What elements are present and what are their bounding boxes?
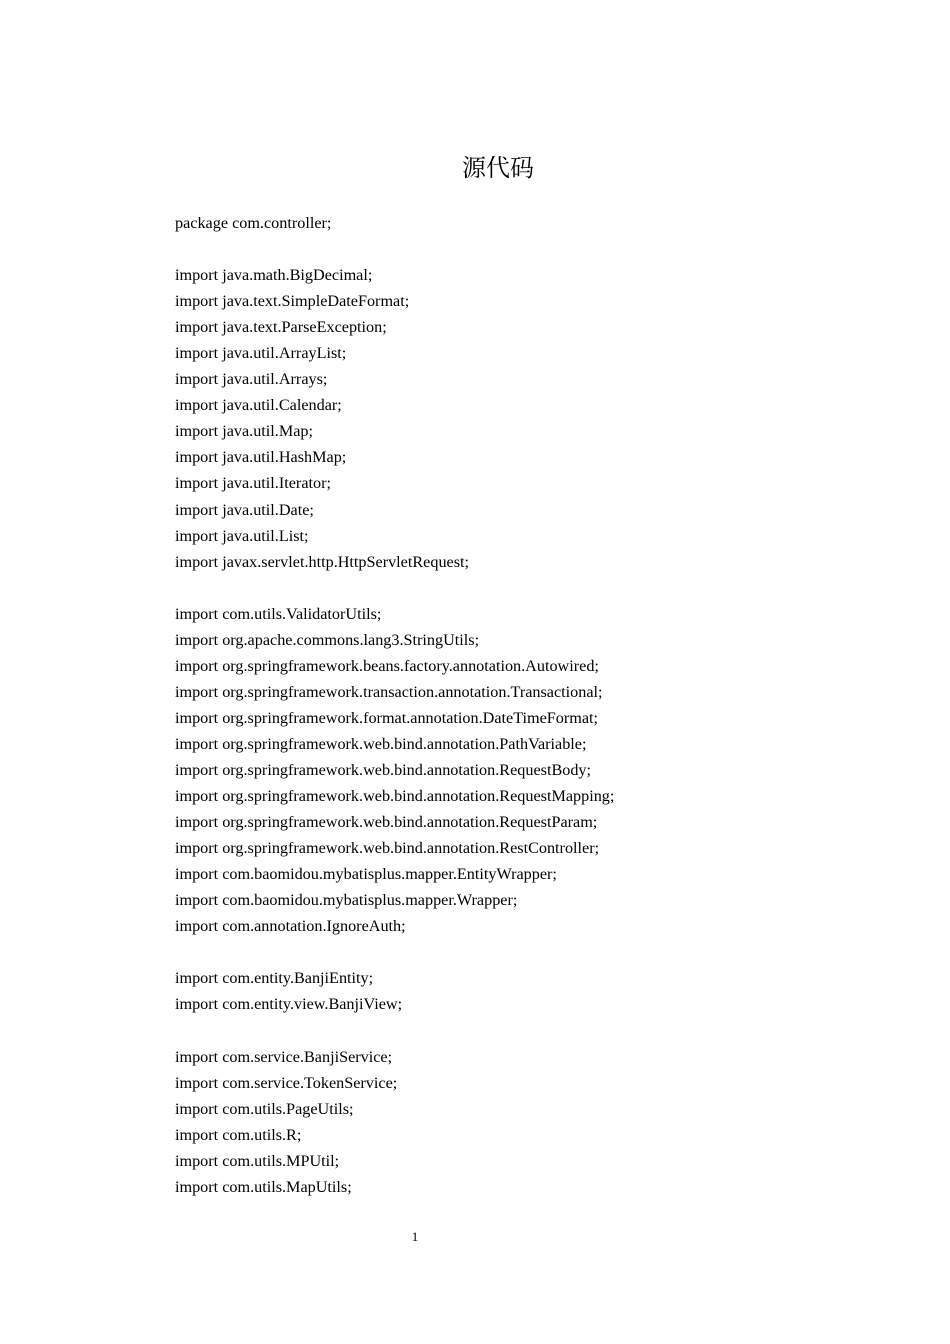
code-line: import java.util.HashMap; — [175, 448, 347, 467]
code-line: import org.springframework.web.bind.annotation.RequestParam; — [175, 813, 598, 832]
code-line: import com.entity.BanjiEntity; — [175, 969, 374, 988]
code-line: import org.apache.commons.lang3.StringUtils; — [175, 630, 480, 649]
code-line: import com.baomidou.mybatisplus.mapper.EntityWrapper; — [175, 865, 557, 884]
page-number: 1 — [411, 1229, 419, 1244]
code-line: import java.util.Date; — [175, 500, 314, 519]
code-line: import javax.servlet.http.HttpServletRequest; — [175, 552, 470, 571]
code-line: import com.baomidou.mybatisplus.mapper.Wrapper; — [175, 891, 518, 910]
code-line: import org.springframework.format.annotation.DateTimeFormat; — [175, 708, 599, 727]
code-line: import java.text.ParseException; — [175, 318, 387, 337]
code-line: import org.springframework.web.bind.annotation.PathVariable; — [175, 734, 587, 753]
code-line: import com.utils.MPUtil; — [175, 1151, 340, 1170]
code-line: import com.annotation.IgnoreAuth; — [175, 917, 406, 936]
code-block — [175, 210, 875, 1200]
code-line: import com.utils.R; — [175, 1125, 302, 1144]
code-line: import com.entity.view.BanjiView; — [175, 995, 403, 1014]
code-line: import java.math.BigDecimal; — [175, 266, 373, 285]
code-line: import java.util.List; — [175, 526, 309, 545]
code-line: import java.util.ArrayList; — [175, 344, 347, 363]
code-line: import java.util.Iterator; — [175, 474, 331, 493]
code-line: import org.springframework.web.bind.annotation.RequestBody; — [175, 760, 592, 779]
page-title: 源代码 — [462, 154, 534, 182]
code-line: import com.service.TokenService; — [175, 1073, 398, 1092]
blank-line — [175, 939, 875, 965]
blank-line — [175, 1017, 875, 1043]
blank-line — [175, 575, 875, 601]
code-line: import org.springframework.beans.factory.annotation.Autowired; — [175, 656, 599, 675]
code-line: import com.utils.PageUtils; — [175, 1099, 354, 1118]
code-line: import org.springframework.transaction.annotation.Transactional; — [175, 682, 603, 701]
code-line: package com.controller; — [175, 214, 332, 232]
blank-line — [175, 236, 875, 262]
code-line: import com.utils.ValidatorUtils; — [175, 604, 382, 623]
code-line: import java.util.Arrays; — [175, 370, 328, 389]
code-line: import com.service.BanjiService; — [175, 1047, 393, 1066]
code-line: import java.text.SimpleDateFormat; — [175, 292, 410, 311]
code-line: import com.utils.MapUtils; — [175, 1177, 352, 1196]
code-line: import java.util.Calendar; — [175, 396, 342, 415]
code-line: import java.util.Map; — [175, 422, 314, 441]
code-line: import org.springframework.web.bind.annotation.RestController; — [175, 839, 600, 858]
code-line: import org.springframework.web.bind.annotation.RequestMapping; — [175, 787, 615, 806]
